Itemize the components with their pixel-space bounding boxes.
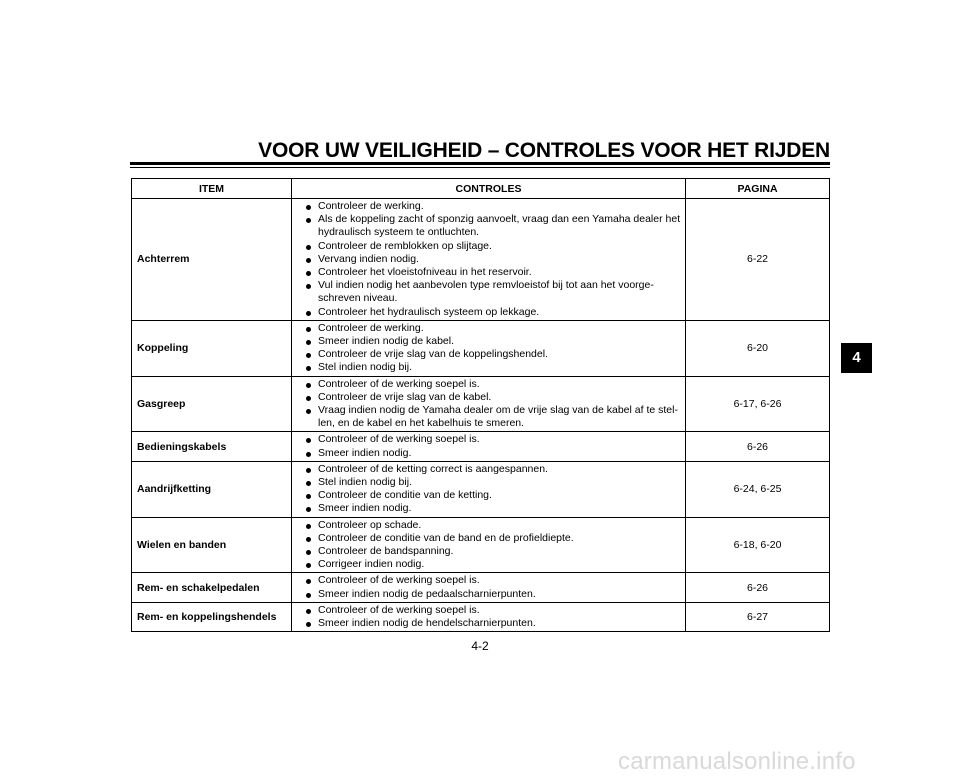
page-ref-cell: 6-17, 6-26 <box>686 376 830 432</box>
page-title: VOOR UW VEILIGHEID – CONTROLES VOOR HET RIJDEN <box>258 139 830 162</box>
item-cell: Bedieningskabels <box>132 432 292 461</box>
controls-table <box>131 178 830 632</box>
page-number: 4-2 <box>471 639 489 653</box>
table-header-row <box>132 179 830 199</box>
page-ref-cell: 6-27 <box>686 602 830 631</box>
page-ref-cell: 6-24, 6-25 <box>686 461 830 517</box>
check-item: Smeer indien nodig. <box>306 502 681 515</box>
check-item: Smeer indien nodig de pedaalscharnierpunten. <box>306 588 681 601</box>
check-item: Controleer de conditie van de band en de profieldiepte. <box>306 532 681 545</box>
check-item: Stel indien nodig bij. <box>306 476 681 489</box>
check-item: Smeer indien nodig. <box>306 447 681 460</box>
check-item: Smeer indien nodig de hendelscharnierpunten. <box>306 617 681 630</box>
check-item: Als de koppeling zacht of sponzig aanvoelt, vraag dan een Yamaha dealer het hydraulisch systeem te ontluchten. <box>306 213 681 239</box>
page-ref-cell: 6-26 <box>686 573 830 602</box>
table-row <box>132 461 830 517</box>
page-ref-cell: 6-20 <box>686 320 830 376</box>
check-list <box>306 322 681 375</box>
check-item: Controleer of de werking soepel is. <box>306 574 681 587</box>
column-header-item: ITEM <box>132 179 292 199</box>
checks-cell <box>292 461 686 517</box>
check-item: Controleer de werking. <box>306 200 681 213</box>
item-cell: Achterrem <box>132 199 292 321</box>
item-cell: Rem- en koppelingshendels <box>132 602 292 631</box>
checks-cell <box>292 602 686 631</box>
check-item: Controleer het vloeistofniveau in het reservoir. <box>306 266 681 279</box>
item-cell: Gasgreep <box>132 376 292 432</box>
item-cell: Aandrijfketting <box>132 461 292 517</box>
table-row <box>132 376 830 432</box>
check-item: Stel indien nodig bij. <box>306 361 681 374</box>
title-rule-thick <box>130 162 830 165</box>
check-item: Controleer de conditie van de ketting. <box>306 489 681 502</box>
check-item: Controleer de vrije slag van de kabel. <box>306 391 681 404</box>
item-cell: Koppeling <box>132 320 292 376</box>
check-item: Controleer het hydraulisch systeem op lekkage. <box>306 306 681 319</box>
column-header-controls: CONTROLES <box>292 179 686 199</box>
check-list <box>306 433 681 459</box>
check-item: Vul indien nodig het aanbevolen type remvloeistof bij tot aan het voorge-schreven niveau. <box>306 279 681 305</box>
check-item: Controleer de vrije slag van de koppelingshendel. <box>306 348 681 361</box>
column-header-page: PAGINA <box>686 179 830 199</box>
watermark: carmanualsonline.info <box>618 748 856 775</box>
check-item: Controleer de bandspanning. <box>306 545 681 558</box>
table-row <box>132 517 830 573</box>
check-list <box>306 463 681 516</box>
check-item: Controleer of de werking soepel is. <box>306 378 681 391</box>
check-item: Vervang indien nodig. <box>306 253 681 266</box>
checks-cell <box>292 320 686 376</box>
check-list <box>306 200 681 319</box>
check-item: Controleer of de werking soepel is. <box>306 433 681 446</box>
checks-cell <box>292 432 686 461</box>
chapter-tab: 4 <box>841 343 872 373</box>
table-row <box>132 199 830 321</box>
check-item: Corrigeer indien nodig. <box>306 558 681 571</box>
table-row <box>132 320 830 376</box>
checks-cell <box>292 376 686 432</box>
check-item: Controleer of de werking soepel is. <box>306 604 681 617</box>
check-item: Controleer of de ketting correct is aangespannen. <box>306 463 681 476</box>
check-list <box>306 378 681 431</box>
table-row <box>132 573 830 602</box>
page-ref-cell: 6-26 <box>686 432 830 461</box>
checks-cell <box>292 517 686 573</box>
check-item: Smeer indien nodig de kabel. <box>306 335 681 348</box>
check-item: Controleer op schade. <box>306 519 681 532</box>
title-rule-thin <box>130 167 830 168</box>
checks-cell <box>292 573 686 602</box>
item-cell: Rem- en schakelpedalen <box>132 573 292 602</box>
check-item: Controleer de werking. <box>306 322 681 335</box>
table-body <box>132 199 830 632</box>
checks-cell <box>292 199 686 321</box>
check-item: Vraag indien nodig de Yamaha dealer om de vrije slag van de kabel af te stel-len, en de kabel en het kabelhuis te smeren. <box>306 404 681 430</box>
check-item: Controleer de remblokken op slijtage. <box>306 240 681 253</box>
page-ref-cell: 6-22 <box>686 199 830 321</box>
check-list <box>306 574 681 600</box>
check-list <box>306 519 681 572</box>
item-cell: Wielen en banden <box>132 517 292 573</box>
check-list <box>306 604 681 630</box>
page-ref-cell: 6-18, 6-20 <box>686 517 830 573</box>
table-row <box>132 602 830 631</box>
table-row <box>132 432 830 461</box>
